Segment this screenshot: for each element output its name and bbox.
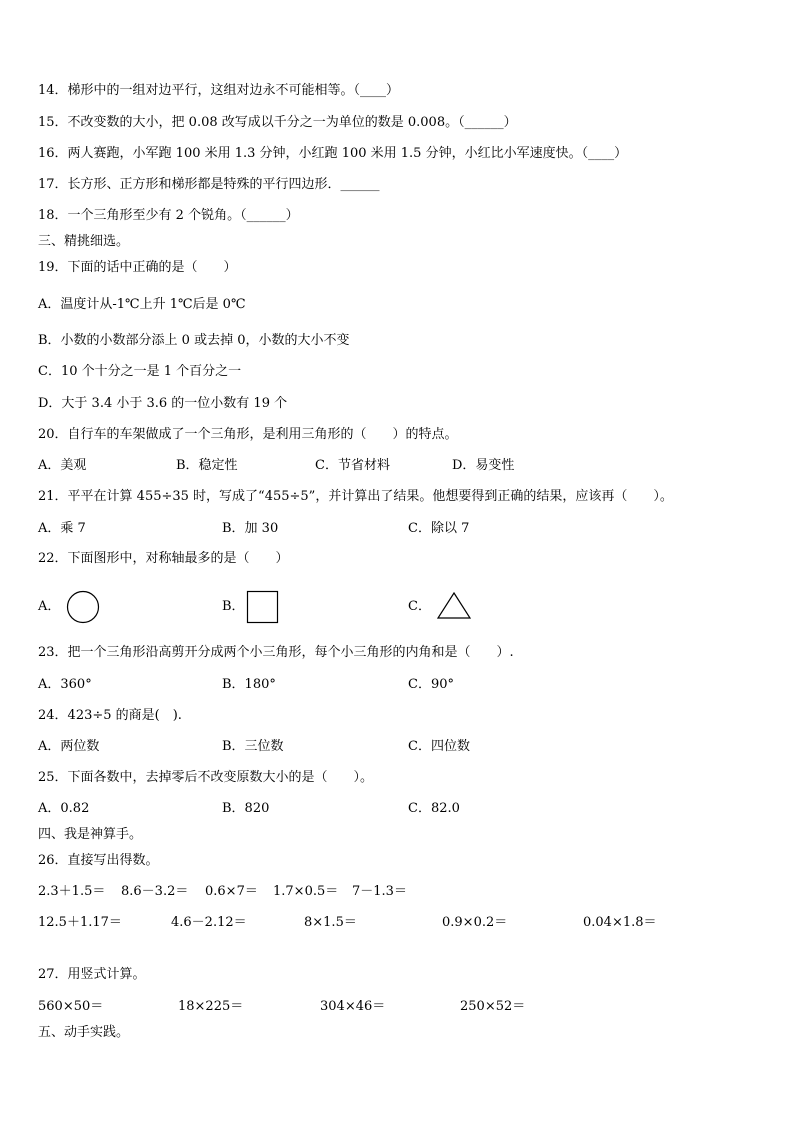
question-20-option-a: A．美观 xyxy=(38,458,87,473)
question-18: 18．一个三角形至少有 2 个锐角。（______） xyxy=(38,208,299,223)
question-23-option-a: A．360° xyxy=(38,677,92,692)
question-24-option-b: B．三位数 xyxy=(222,739,284,754)
question-23-option-b: B．180° xyxy=(222,677,276,692)
question-21-option-c: C．除以 7 xyxy=(408,521,470,536)
question-22-option-c: C． xyxy=(408,599,431,614)
question-21-option-b: B．加 30 xyxy=(222,521,279,536)
square-figure-icon xyxy=(246,590,280,624)
question-17: 17．长方形、正方形和梯形都是特殊的平行四边形．______ xyxy=(38,177,380,192)
calc-item: 250×52＝ xyxy=(460,999,526,1014)
question-24-option-c: C．四位数 xyxy=(408,739,470,754)
question-25-stem: 25．下面各数中，去掉零后不改变原数大小的是（ ）。 xyxy=(38,770,374,785)
question-20-option-b: B．稳定性 xyxy=(176,458,238,473)
question-22-option-b: B． xyxy=(222,599,245,614)
question-22-stem: 22．下面图形中，对称轴最多的是（ ） xyxy=(38,551,289,566)
question-21-option-a: A．乘 7 xyxy=(38,521,86,536)
section-5-heading: 五、动手实践。 xyxy=(38,1025,130,1040)
question-15: 15．不改变数的大小，把 0.08 改写成以千分之一为单位的数是 0.008。（______） xyxy=(38,115,517,130)
section-4-heading: 四、我是神算手。 xyxy=(38,827,143,842)
question-20-option-c: C．节省材料 xyxy=(315,458,390,473)
question-19-option-a: A．温度计从-1℃上升 1℃后是 0℃ xyxy=(38,297,246,312)
question-21-stem: 21．平平在计算 455÷35 时，写成了“455÷5”，并计算出了结果。他想要得到正确的结果，应该再（ ）。 xyxy=(38,489,673,504)
question-14: 14．梯形中的一组对边平行，这组对边永不可能相等。（____） xyxy=(38,83,400,98)
question-25-option-b: B．820 xyxy=(222,801,270,816)
calc-item: 1.7×0.5＝ xyxy=(273,884,339,899)
question-24-stem: 24．423÷5 的商是( ). xyxy=(38,708,182,723)
section-3-heading: 三、精挑细选。 xyxy=(38,234,130,249)
question-25-option-a: A．0.82 xyxy=(38,801,90,816)
question-24-option-a: A．两位数 xyxy=(38,739,100,754)
question-19-option-c: C．10 个十分之一是 1 个百分之一 xyxy=(38,364,242,379)
question-19-option-b: B．小数的小数部分添上 0 或去掉 0，小数的大小不变 xyxy=(38,333,350,348)
calc-item: 7－1.3＝ xyxy=(352,884,407,899)
calc-item: 8.6－3.2＝ xyxy=(121,884,189,899)
calc-item: 0.9×0.2＝ xyxy=(442,915,508,930)
calc-item: 560×50＝ xyxy=(38,999,104,1014)
triangle-figure-icon xyxy=(436,591,472,621)
calc-item: 4.6－2.12＝ xyxy=(171,915,247,930)
question-20-stem: 20．自行车的车架做成了一个三角形，是利用三角形的（ ）的特点。 xyxy=(38,427,458,442)
question-19-stem: 19．下面的话中正确的是（ ） xyxy=(38,260,237,275)
question-19-option-d: D．大于 3.4 小于 3.6 的一位小数有 19 个 xyxy=(38,396,288,411)
question-16: 16．两人赛跑，小军跑 100 米用 1.3 分钟，小红跑 100 米用 1.5 分钟，小红比小军速度快。（____） xyxy=(38,146,628,161)
question-23-stem: 23．把一个三角形沿高剪开分成两个小三角形，每个小三角形的内角和是（ ）. xyxy=(38,645,514,660)
calc-item: 8×1.5＝ xyxy=(304,915,357,930)
calc-item: 12.5＋1.17＝ xyxy=(38,915,122,930)
question-22-option-a: A． xyxy=(38,599,61,614)
question-20-option-d: D．易变性 xyxy=(452,458,515,473)
question-26-stem: 26．直接写出得数。 xyxy=(38,853,159,868)
calc-item: 0.04×1.8＝ xyxy=(583,915,657,930)
calc-item: 0.6×7＝ xyxy=(205,884,258,899)
question-25-option-c: C．82.0 xyxy=(408,801,460,816)
calc-item: 2.3＋1.5＝ xyxy=(38,884,106,899)
question-23-option-c: C．90° xyxy=(408,677,454,692)
calc-item: 18×225＝ xyxy=(178,999,244,1014)
calc-item: 304×46＝ xyxy=(320,999,386,1014)
question-27-stem: 27．用竖式计算。 xyxy=(38,967,146,982)
circle-figure-icon xyxy=(66,590,100,624)
